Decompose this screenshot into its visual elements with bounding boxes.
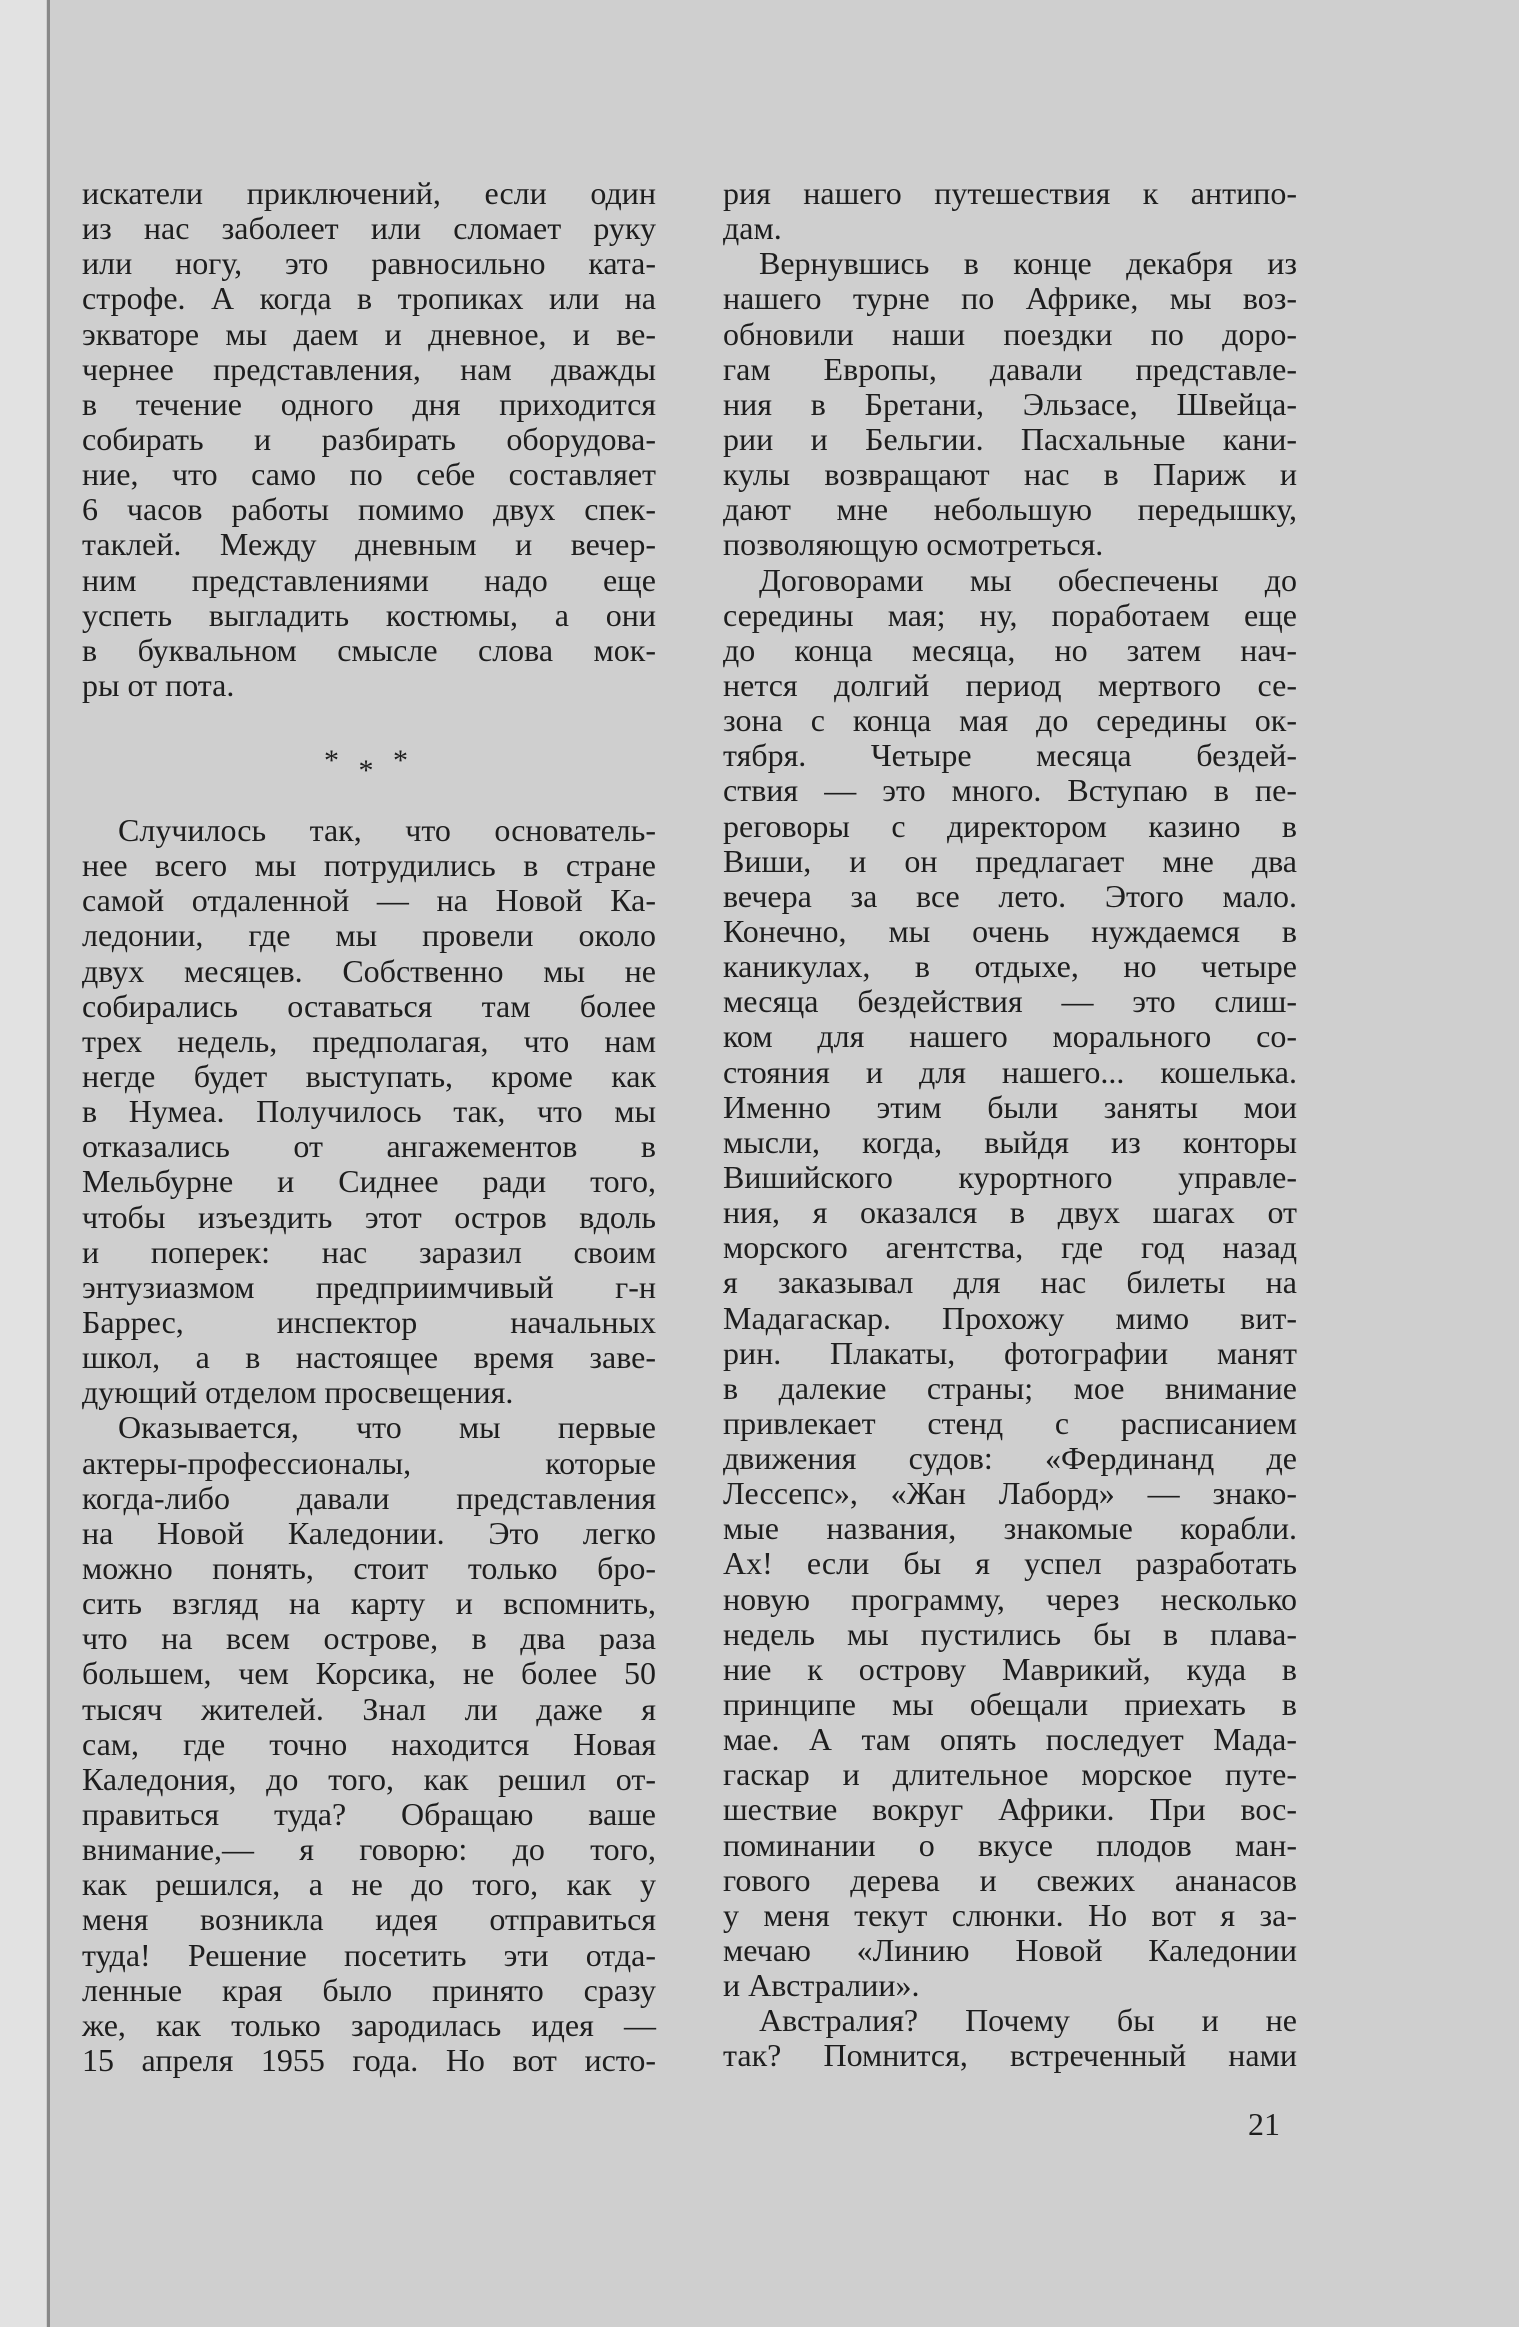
text-line: туда! Решение посетить эти отда- — [82, 1936, 656, 1973]
text-line: когда-либо давали представления — [82, 1479, 656, 1516]
text-line: негде будет выступать, кроме как — [82, 1057, 656, 1094]
page-margin — [0, 0, 46, 2327]
text-line: таклей. Между дневным и вечер- — [82, 526, 656, 563]
text-line: успеть выгладить костюмы, а они — [82, 596, 656, 633]
text-line: тысяч жителей. Знал ли даже я — [82, 1690, 656, 1727]
text-line: стояния и для нашего... кошелька. — [723, 1053, 1297, 1090]
text-line: мые названия, знакомые корабли. — [723, 1510, 1297, 1547]
paragraph — [82, 813, 656, 1410]
text-line: ры от пота. — [82, 666, 235, 703]
text-line: у меня текут слюнки. Но вот я за- — [723, 1896, 1297, 1933]
text-line: нее всего мы потрудились в стране — [82, 847, 656, 884]
text-line: собирать и разбирать оборудова- — [82, 420, 656, 457]
text-line: ния в Бретани, Эльзасе, Швейца- — [723, 385, 1297, 422]
text-line: реговоры с директором казино в — [723, 807, 1297, 844]
text-line: я заказывал для нас билеты на — [723, 1264, 1297, 1301]
text-line: движения судов: «Фердинанд де — [723, 1440, 1297, 1477]
paragraph — [723, 563, 1297, 2004]
text-line: привлекает стенд с расписанием — [723, 1404, 1297, 1441]
text-line: актеры-профессионалы, которые — [82, 1444, 656, 1481]
page-number: 21 — [1248, 2106, 1280, 2142]
right-column — [723, 176, 1297, 2074]
text-line: мае. А там опять последует Мада- — [723, 1721, 1297, 1758]
text-line: новую программу, через несколько — [723, 1580, 1297, 1617]
text-line: в буквальном смысле слова мок- — [82, 631, 656, 668]
text-line: в Нумеа. Получилось так, что мы — [82, 1093, 656, 1130]
text-line: чтобы изъездить этот остров вдоль — [82, 1198, 656, 1235]
text-line: как решился, а не до того, как у — [82, 1866, 656, 1903]
text-line: 6 часов работы помимо двух спек- — [82, 491, 656, 528]
text-line: ние к острову Маврикий, куда в — [723, 1650, 1297, 1687]
left-column-top — [82, 176, 656, 703]
text-line: и поперек: нас заразил своим — [82, 1233, 656, 1270]
text-line: рии и Бельгии. Пасхальные кани- — [723, 420, 1297, 457]
text-line: гам Европы, давали представле- — [723, 350, 1297, 387]
text-line: ленные края было принято сразу — [82, 1971, 656, 2008]
text-line: тября. Четыре месяца бездей- — [723, 737, 1297, 774]
text-line: вечера за все лето. Этого мало. — [723, 877, 1297, 914]
text-line: школ, а в настоящее время заве- — [82, 1339, 656, 1376]
text-line: строфе. А когда в тропиках или на — [82, 280, 656, 317]
paragraph — [82, 176, 656, 703]
text-line: кулы возвращают нас в Париж и — [723, 456, 1297, 493]
text-line: внимание,— я говорю: до того, — [82, 1831, 656, 1868]
text-line: сам, где точно находится Новая — [82, 1725, 656, 1762]
text-line: принципе мы обещали приехать в — [723, 1686, 1297, 1723]
text-line: до конца месяца, но затем нач- — [723, 631, 1297, 668]
text-line: месяца бездействия — это слиш- — [723, 983, 1297, 1020]
text-line: зона с конца мая до середины ок- — [723, 702, 1297, 739]
text-line: и Австралии». — [723, 1967, 920, 2004]
text-line: 15 апреля 1955 года. Но вот исто- — [82, 2041, 656, 2078]
text-line: Мельбурне и Сиднее ради того, — [82, 1163, 656, 1200]
text-line: отказались от ангажементов в — [82, 1128, 656, 1165]
text-line: или ногу, это равносильно ката- — [82, 245, 656, 282]
text-line: мечаю «Линию Новой Каледонии — [723, 1932, 1297, 1969]
paragraph — [723, 2003, 1297, 2073]
text-line: ним представлениями надо еще — [82, 561, 656, 598]
text-line: двух месяцев. Собственно мы не — [82, 952, 656, 989]
text-line: самой отдаленной — на Новой Ка- — [82, 882, 656, 919]
text-line: экваторе мы даем и дневное, и ве- — [82, 315, 656, 352]
text-line: Баррес, инспектор начальных — [82, 1303, 656, 1340]
text-line: чернее представления, нам дважды — [82, 350, 656, 387]
text-line: Именно этим были заняты мои — [723, 1088, 1297, 1125]
text-line: Случилось так, что основатель- — [118, 812, 656, 848]
text-line: Договорами мы обеспечены до — [759, 561, 1297, 598]
text-line: дующий отделом просвещения. — [82, 1374, 514, 1411]
paragraph — [723, 246, 1297, 562]
text-line: можно понять, стоит только бро- — [82, 1549, 656, 1586]
section-separator: * * * — [324, 744, 414, 787]
text-line: шествие вокруг Африки. При вос- — [723, 1791, 1297, 1828]
text-line: ствия — это много. Вступаю в пе- — [723, 772, 1297, 809]
text-line: ние, что само по себе составляет — [82, 456, 656, 493]
text-line: сить взгляд на карту и вспомнить, — [82, 1585, 656, 1622]
text-line: Виши, и он предлагает мне два — [723, 842, 1297, 879]
text-line: Лессепс», «Жан Лаборд» — знако- — [723, 1475, 1297, 1512]
text-line: гаскар и длительное морское путе- — [723, 1756, 1297, 1793]
paragraph — [723, 176, 1297, 246]
page-edge-line — [47, 0, 50, 2327]
text-line: же, как только зародилась идея — — [82, 2006, 656, 2043]
text-line: позволяющую осмотреться. — [723, 526, 1104, 563]
paragraph — [82, 1410, 656, 2078]
text-line: искатели приключений, если один — [82, 175, 656, 211]
text-line: Ах! если бы я успел разработать — [723, 1545, 1297, 1582]
text-line: рия нашего путешествия к антипо- — [723, 175, 1297, 211]
text-line: Мадагаскар. Прохожу мимо вит- — [723, 1299, 1297, 1336]
text-line: собирались оставаться там более — [82, 987, 656, 1024]
text-line: в далекие страны; мое внимание — [723, 1369, 1297, 1406]
text-line: правиться туда? Обращаю ваше — [82, 1795, 656, 1832]
text-line: Вернувшись в конце декабря из — [759, 245, 1297, 282]
text-line: нашего турне по Африке, мы воз- — [723, 280, 1297, 317]
text-line: трех недель, предполагая, что нам — [82, 1022, 656, 1059]
text-line: из нас заболеет или сломает руку — [82, 210, 656, 247]
text-line: мысли, когда, выйдя из конторы — [723, 1123, 1297, 1160]
text-line: в течение одного дня приходится — [82, 385, 656, 422]
text-line: Каледония, до того, как решил от- — [82, 1760, 656, 1797]
text-line: на Новой Каледонии. Это легко — [82, 1514, 656, 1551]
text-line: гового дерева и свежих ананасов — [723, 1861, 1297, 1898]
text-line: дам. — [723, 210, 782, 247]
left-column-bottom — [82, 813, 656, 2078]
text-line: обновили наши поездки по доро- — [723, 315, 1297, 352]
text-line: Вишийского курортного управле- — [723, 1158, 1297, 1195]
text-line: Австралия? Почему бы и не — [759, 2002, 1297, 2039]
text-line: большем, чем Корсика, не более 50 — [82, 1655, 656, 1692]
text-line: ком для нашего морального со- — [723, 1018, 1297, 1055]
text-line: ледонии, где мы провели около — [82, 917, 656, 954]
text-line: так? Помнится, встреченный нами — [723, 2037, 1297, 2074]
text-line: энтузиазмом предприимчивый г-н — [82, 1268, 656, 1305]
text-line: поминании о вкусе плодов ман- — [723, 1826, 1297, 1863]
text-line: дают мне небольшую передышку, — [723, 491, 1297, 528]
text-line: рин. Плакаты, фотографии манят — [723, 1334, 1297, 1371]
text-line: морского агентства, где год назад — [723, 1229, 1297, 1266]
text-line: недель мы пустились бы в плава- — [723, 1615, 1297, 1652]
text-line: середины мая; ну, поработаем еще — [723, 596, 1297, 633]
text-line: ния, я оказался в двух шагах от — [723, 1194, 1297, 1231]
text-line: Конечно, мы очень нуждаемся в — [723, 912, 1297, 949]
text-line: меня возникла идея отправиться — [82, 1901, 656, 1938]
text-line: каникулах, в отдыхе, но четыре — [723, 948, 1297, 985]
text-line: что на всем острове, в два раза — [82, 1620, 656, 1657]
text-line: нется долгий период мертвого се- — [723, 666, 1297, 703]
text-line: Оказывается, что мы первые — [118, 1409, 656, 1446]
